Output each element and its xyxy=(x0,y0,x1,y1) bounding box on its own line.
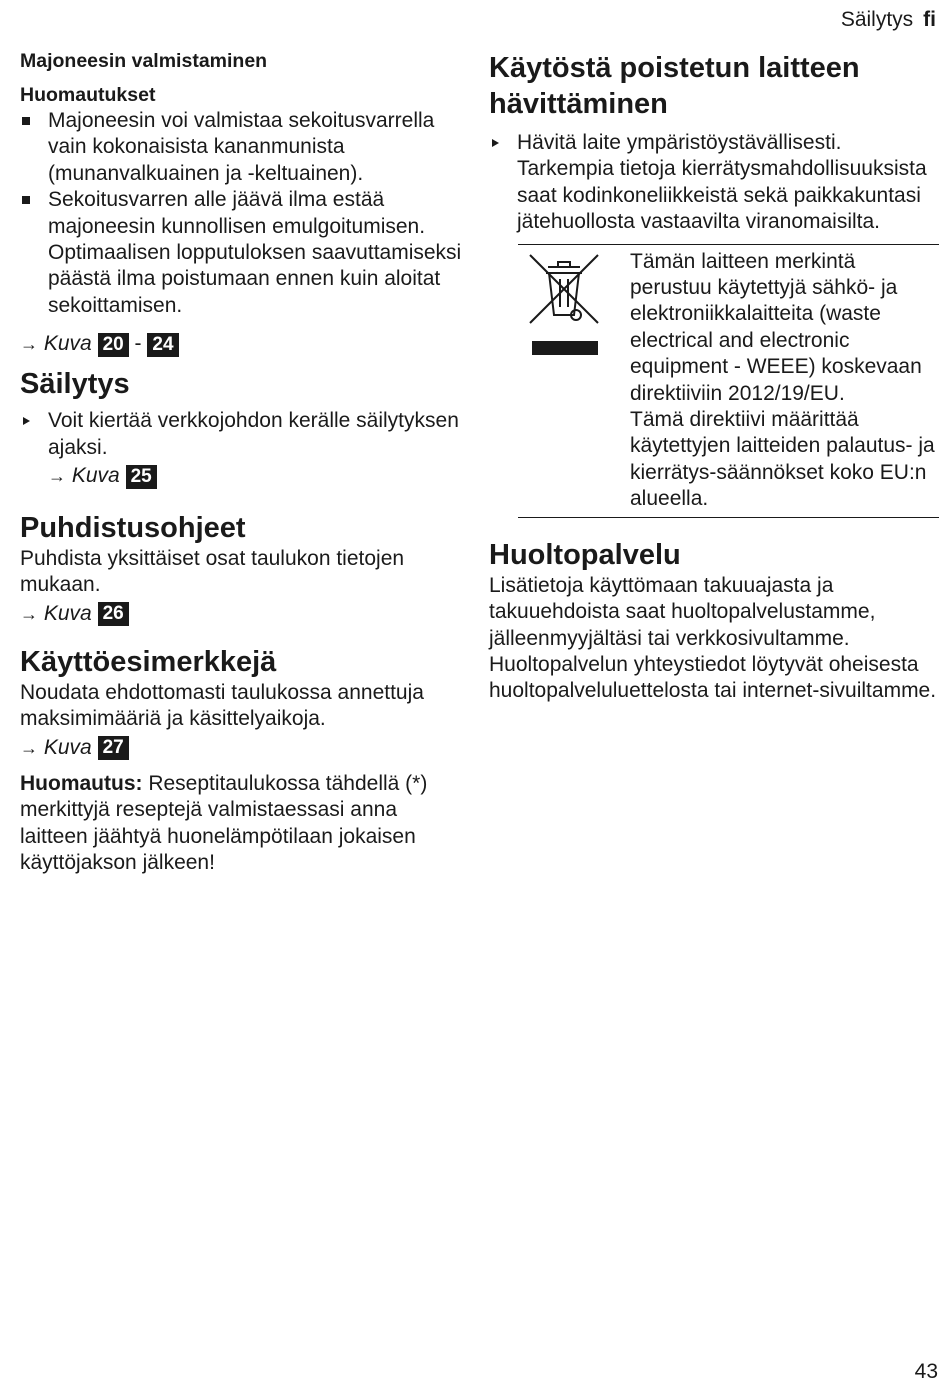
note-text: Sekoitusvarren alle jäävä ilma estää majoneesin kunnollisen emulgoitumisen. Optimaalisen lopputuloksen saavuttamiseksi päästä ilma poistumaan ennen kuin aloitat sekoittamisen. xyxy=(48,188,462,317)
page-number: 43 xyxy=(914,1360,938,1383)
note-paragraph xyxy=(20,771,470,877)
list-item xyxy=(20,187,470,319)
examples-text: Noudata ehdottomasti taulukossa annettuja maksimimääriä ja käsittelyaikoja. xyxy=(20,680,424,731)
figure-label: Kuva xyxy=(43,735,92,759)
disposal-text: Tarkempia tietoja kierrätysmahdollisuuksista saat kodinkoneliikkeistä sekä paikkakuntasi jätehuollosta vastaavilta viranomaisilta. xyxy=(517,157,927,234)
note-text: Majoneesin voi valmistaa sekoitusvarrella vain kokonaisista kananmunista (munanvalkuainen ja -keltuainen). xyxy=(48,109,435,185)
figure-label: Kuva xyxy=(43,332,92,356)
notes-heading: Huomautukset xyxy=(20,84,156,106)
figure-number: 20 xyxy=(98,333,129,357)
arrow-right-icon: → xyxy=(20,737,38,758)
header-language: fi xyxy=(923,8,936,31)
range-separator: - xyxy=(134,332,142,356)
section-title-examples: Käyttöesimerkkejä xyxy=(20,645,277,678)
crossed-out-wheelie-bin-icon xyxy=(524,249,604,361)
left-column xyxy=(20,48,470,876)
list-item xyxy=(20,108,470,187)
list-item xyxy=(20,408,470,461)
cleaning-text: Puhdista yksittäiset osat taulukon tietojen mukaan. xyxy=(20,547,405,597)
weee-notice xyxy=(518,244,939,518)
figure-number: 25 xyxy=(126,465,157,489)
figure-reference xyxy=(20,733,470,763)
figure-label: Kuva xyxy=(71,464,120,488)
page-header xyxy=(841,8,936,32)
figure-reference xyxy=(20,461,470,491)
figure-label: Kuva xyxy=(43,601,92,625)
bullet-triangle-icon xyxy=(23,417,30,425)
list-item xyxy=(489,130,939,156)
arrow-right-icon: → xyxy=(48,466,66,487)
disposal-step: Hävitä laite ympäristöystävällisesti. xyxy=(517,131,842,154)
figure-reference xyxy=(20,599,470,629)
bullet-square-icon xyxy=(22,117,30,125)
figure-number: 26 xyxy=(98,602,129,626)
section-title-cleaning: Puhdistusohjeet xyxy=(20,512,246,545)
weee-text: Tämän laitteen merkintä perustuu käytettyjä sähkö- ja elektroniikkalaitteita (waste electrical and electronic equipment - WEEE) koskevaan direktiiviin 2012/19/EU. xyxy=(630,249,922,405)
figure-reference xyxy=(20,329,470,359)
storage-text: Voit kiertää verkkojohdon kerälle säilytyksen ajaksi. xyxy=(48,409,459,459)
arrow-right-icon: → xyxy=(20,603,38,624)
note-label: Huomautus: xyxy=(20,771,143,795)
mayo-heading: Majoneesin valmistaminen xyxy=(20,50,268,72)
weee-text: Tämä direktiivi määrittää käytettyjen laitteiden palautus- ja kierrätys-säännökset koko EU:n alueella. xyxy=(630,408,935,511)
figure-number: 27 xyxy=(98,736,129,760)
section-title-disposal: Käytöstä poistetun laitteen hävittäminen xyxy=(489,52,860,120)
figure-number: 24 xyxy=(147,333,178,357)
bullet-triangle-icon xyxy=(492,139,499,147)
header-section: Säilytys xyxy=(840,8,914,31)
arrow-right-icon: → xyxy=(20,334,38,355)
service-text: Lisätietoja käyttömaan takuuajasta ja takuuehdoista saat huoltopalvelustamme, jälleenmyyjältäsi tai verkkosivultamme. Huoltopalvelun yhteystiedot löytyvät oheisesta huoltopalveluluettelosta tai internet-sivuiltamme. xyxy=(489,573,937,703)
right-column xyxy=(489,50,939,705)
bullet-square-icon xyxy=(22,196,30,204)
section-title-service: Huoltopalvelu xyxy=(489,538,681,571)
note-text: Reseptitaulukossa tähdellä (*) merkittyjä reseptejä valmistaessasi anna laitteen jäähtyä huonelämpötilaan jokaisen käyttöjakson jälkeen! xyxy=(20,771,428,874)
section-title-storage: Säilytys xyxy=(20,368,130,401)
